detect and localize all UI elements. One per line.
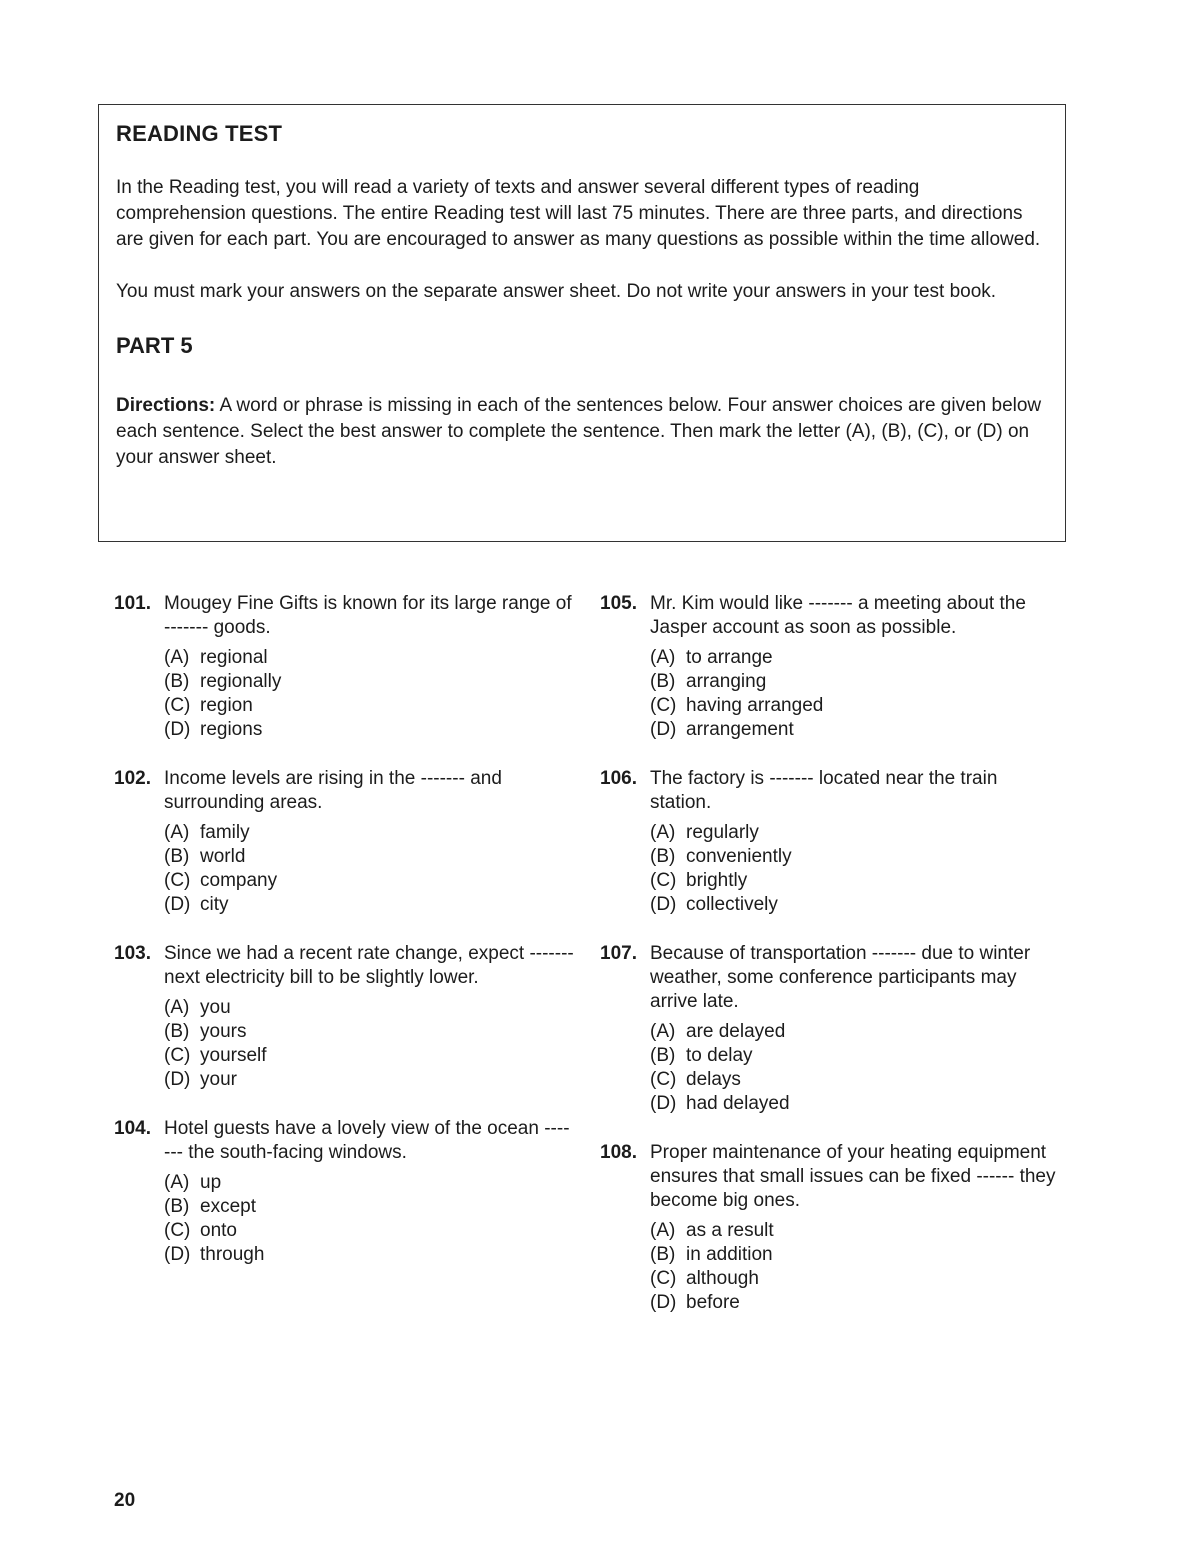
option-letter: (C) xyxy=(164,870,191,891)
option-letter: (B) xyxy=(650,846,676,867)
option-letter: (B) xyxy=(650,671,676,692)
answer-options xyxy=(650,646,1060,742)
answer-option xyxy=(164,821,574,845)
option-text: to arrange xyxy=(686,647,773,668)
option-text: except xyxy=(200,1196,256,1217)
option-text: conveniently xyxy=(686,846,792,867)
question-text: Mr. Kim would like ------- a meeting about the Jasper account as soon as possible. xyxy=(650,593,1026,638)
option-text: although xyxy=(686,1268,759,1289)
answer-option xyxy=(650,821,1060,845)
option-letter: (B) xyxy=(164,1196,190,1217)
answer-option xyxy=(164,1020,574,1044)
answer-option xyxy=(650,1267,1060,1291)
question xyxy=(600,942,1060,1116)
option-letter: (B) xyxy=(650,1045,676,1066)
answer-option xyxy=(164,1044,574,1068)
answer-option xyxy=(650,1219,1060,1243)
option-text: in addition xyxy=(686,1244,773,1265)
question-text: Because of transportation ------- due to winter weather, some conference participants may arrive late. xyxy=(650,943,1031,1012)
answer-option xyxy=(164,694,574,718)
answer-option xyxy=(650,1243,1060,1267)
option-text: delays xyxy=(686,1069,741,1090)
option-letter: (D) xyxy=(650,894,677,915)
option-letter: (D) xyxy=(164,1244,191,1265)
option-text: regions xyxy=(200,719,263,740)
answer-option xyxy=(650,893,1060,917)
question-text: Income levels are rising in the ------- and surrounding areas. xyxy=(164,768,502,813)
directions-text: A word or phrase is missing in each of the sentences below. Four answer choices are given below each sentence. Select the best answer to complete the sentence. Then mark the letter (A), (B), (C), or (D) on your answer sheet. xyxy=(116,395,1042,468)
option-text: as a result xyxy=(686,1220,774,1241)
question xyxy=(114,942,574,1092)
option-letter: (B) xyxy=(164,846,190,867)
answer-option xyxy=(164,1243,574,1267)
answer-option xyxy=(164,1068,574,1092)
option-letter: (C) xyxy=(164,1045,191,1066)
answer-option xyxy=(650,845,1060,869)
option-text: having arranged xyxy=(686,695,824,716)
answer-option xyxy=(650,1020,1060,1044)
question-number: 101. xyxy=(114,593,151,614)
option-letter: (D) xyxy=(650,719,677,740)
answer-sheet-instruction: You must mark your answers on the separate answer sheet. Do not write your answers in your test book. xyxy=(116,281,997,302)
answer-options xyxy=(164,646,574,742)
question-text: Since we had a recent rate change, expect ------- next electricity bill to be slightly lower. xyxy=(164,943,574,988)
answer-options xyxy=(650,1219,1060,1315)
option-letter: (A) xyxy=(164,822,190,843)
option-letter: (A) xyxy=(164,1172,190,1193)
option-text: yours xyxy=(200,1021,247,1042)
page-number: 20 xyxy=(114,1490,136,1511)
option-letter: (D) xyxy=(650,1292,677,1313)
answer-option xyxy=(164,718,574,742)
question-number: 107. xyxy=(600,943,637,964)
option-text: family xyxy=(200,822,250,843)
answer-option xyxy=(164,1171,574,1195)
option-text: world xyxy=(200,846,246,867)
option-text: arrangement xyxy=(686,719,794,740)
answer-option xyxy=(650,670,1060,694)
answer-option xyxy=(650,869,1060,893)
option-text: collectively xyxy=(686,894,778,915)
option-letter: (A) xyxy=(650,822,676,843)
question xyxy=(114,767,574,917)
option-text: to delay xyxy=(686,1045,753,1066)
option-letter: (A) xyxy=(650,647,676,668)
answer-option xyxy=(164,869,574,893)
question-number: 105. xyxy=(600,593,637,614)
answer-options xyxy=(164,996,574,1092)
option-text: regional xyxy=(200,647,268,668)
question-number: 103. xyxy=(114,943,151,964)
question xyxy=(600,592,1060,742)
option-text: regionally xyxy=(200,671,282,692)
option-letter: (D) xyxy=(164,1069,191,1090)
option-letter: (C) xyxy=(164,695,191,716)
questions-left-column xyxy=(114,592,574,1292)
option-text: regularly xyxy=(686,822,759,843)
option-letter: (B) xyxy=(650,1244,676,1265)
option-text: region xyxy=(200,695,253,716)
answer-option xyxy=(164,646,574,670)
option-letter: (A) xyxy=(650,1021,676,1042)
directions xyxy=(116,393,1049,471)
option-letter: (A) xyxy=(164,997,190,1018)
option-letter: (A) xyxy=(164,647,190,668)
question xyxy=(600,767,1060,917)
answer-option xyxy=(650,1092,1060,1116)
question-text: Proper maintenance of your heating equipment ensures that small issues can be fixed ------ they become big ones. xyxy=(650,1142,1056,1211)
option-letter: (D) xyxy=(164,894,191,915)
reading-test-title: READING TEST xyxy=(116,121,283,146)
option-letter: (C) xyxy=(650,1268,677,1289)
answer-option xyxy=(650,1044,1060,1068)
option-text: are delayed xyxy=(686,1021,786,1042)
question-text: The factory is ------- located near the train station. xyxy=(650,768,998,813)
directions-label: Directions: xyxy=(116,395,216,416)
question-text: Mougey Fine Gifts is known for its large range of ------- goods. xyxy=(164,593,572,638)
answer-option xyxy=(164,1219,574,1243)
option-letter: (D) xyxy=(650,1093,677,1114)
question-text: Hotel guests have a lovely view of the ocean ------- the south-facing windows. xyxy=(164,1118,570,1163)
option-letter: (C) xyxy=(164,1220,191,1241)
answer-option xyxy=(164,893,574,917)
question-number: 104. xyxy=(114,1118,151,1139)
option-text: company xyxy=(200,870,278,891)
option-letter: (C) xyxy=(650,870,677,891)
question-number: 102. xyxy=(114,768,151,789)
question-number: 108. xyxy=(600,1142,637,1163)
option-letter: (A) xyxy=(650,1220,676,1241)
answer-options xyxy=(650,821,1060,917)
option-letter: (D) xyxy=(164,719,191,740)
option-letter: (B) xyxy=(164,1021,190,1042)
option-text: yourself xyxy=(200,1045,267,1066)
answer-option xyxy=(164,845,574,869)
option-text: brightly xyxy=(686,870,748,891)
option-letter: (C) xyxy=(650,1069,677,1090)
option-text: your xyxy=(200,1069,237,1090)
answer-option xyxy=(164,996,574,1020)
questions-right-column xyxy=(600,592,1060,1340)
intro-box xyxy=(98,104,1066,542)
option-text: onto xyxy=(200,1220,237,1241)
answer-option xyxy=(650,1068,1060,1092)
answer-option xyxy=(650,694,1060,718)
option-text: before xyxy=(686,1292,740,1313)
question xyxy=(600,1141,1060,1315)
answer-option xyxy=(650,718,1060,742)
answer-option xyxy=(650,646,1060,670)
answer-option xyxy=(164,670,574,694)
intro-paragraph: In the Reading test, you will read a variety of texts and answer several different types of reading comprehension questions. The entire Reading test will last 75 minutes. There are three parts, and directions are given for each part. You are encouraged to answer as many questions as possible within the time allowed. xyxy=(116,177,1041,250)
answer-options xyxy=(164,821,574,917)
option-text: arranging xyxy=(686,671,767,692)
answer-option xyxy=(650,1291,1060,1315)
answer-option xyxy=(164,1195,574,1219)
option-letter: (B) xyxy=(164,671,190,692)
option-letter: (C) xyxy=(650,695,677,716)
answer-options xyxy=(650,1020,1060,1116)
question xyxy=(114,1117,574,1267)
option-text: up xyxy=(200,1172,222,1193)
option-text: city xyxy=(200,894,229,915)
option-text: you xyxy=(200,997,231,1018)
answer-options xyxy=(164,1171,574,1267)
question xyxy=(114,592,574,742)
option-text: had delayed xyxy=(686,1093,790,1114)
option-text: through xyxy=(200,1244,265,1265)
question-number: 106. xyxy=(600,768,637,789)
part-title: PART 5 xyxy=(116,333,193,358)
